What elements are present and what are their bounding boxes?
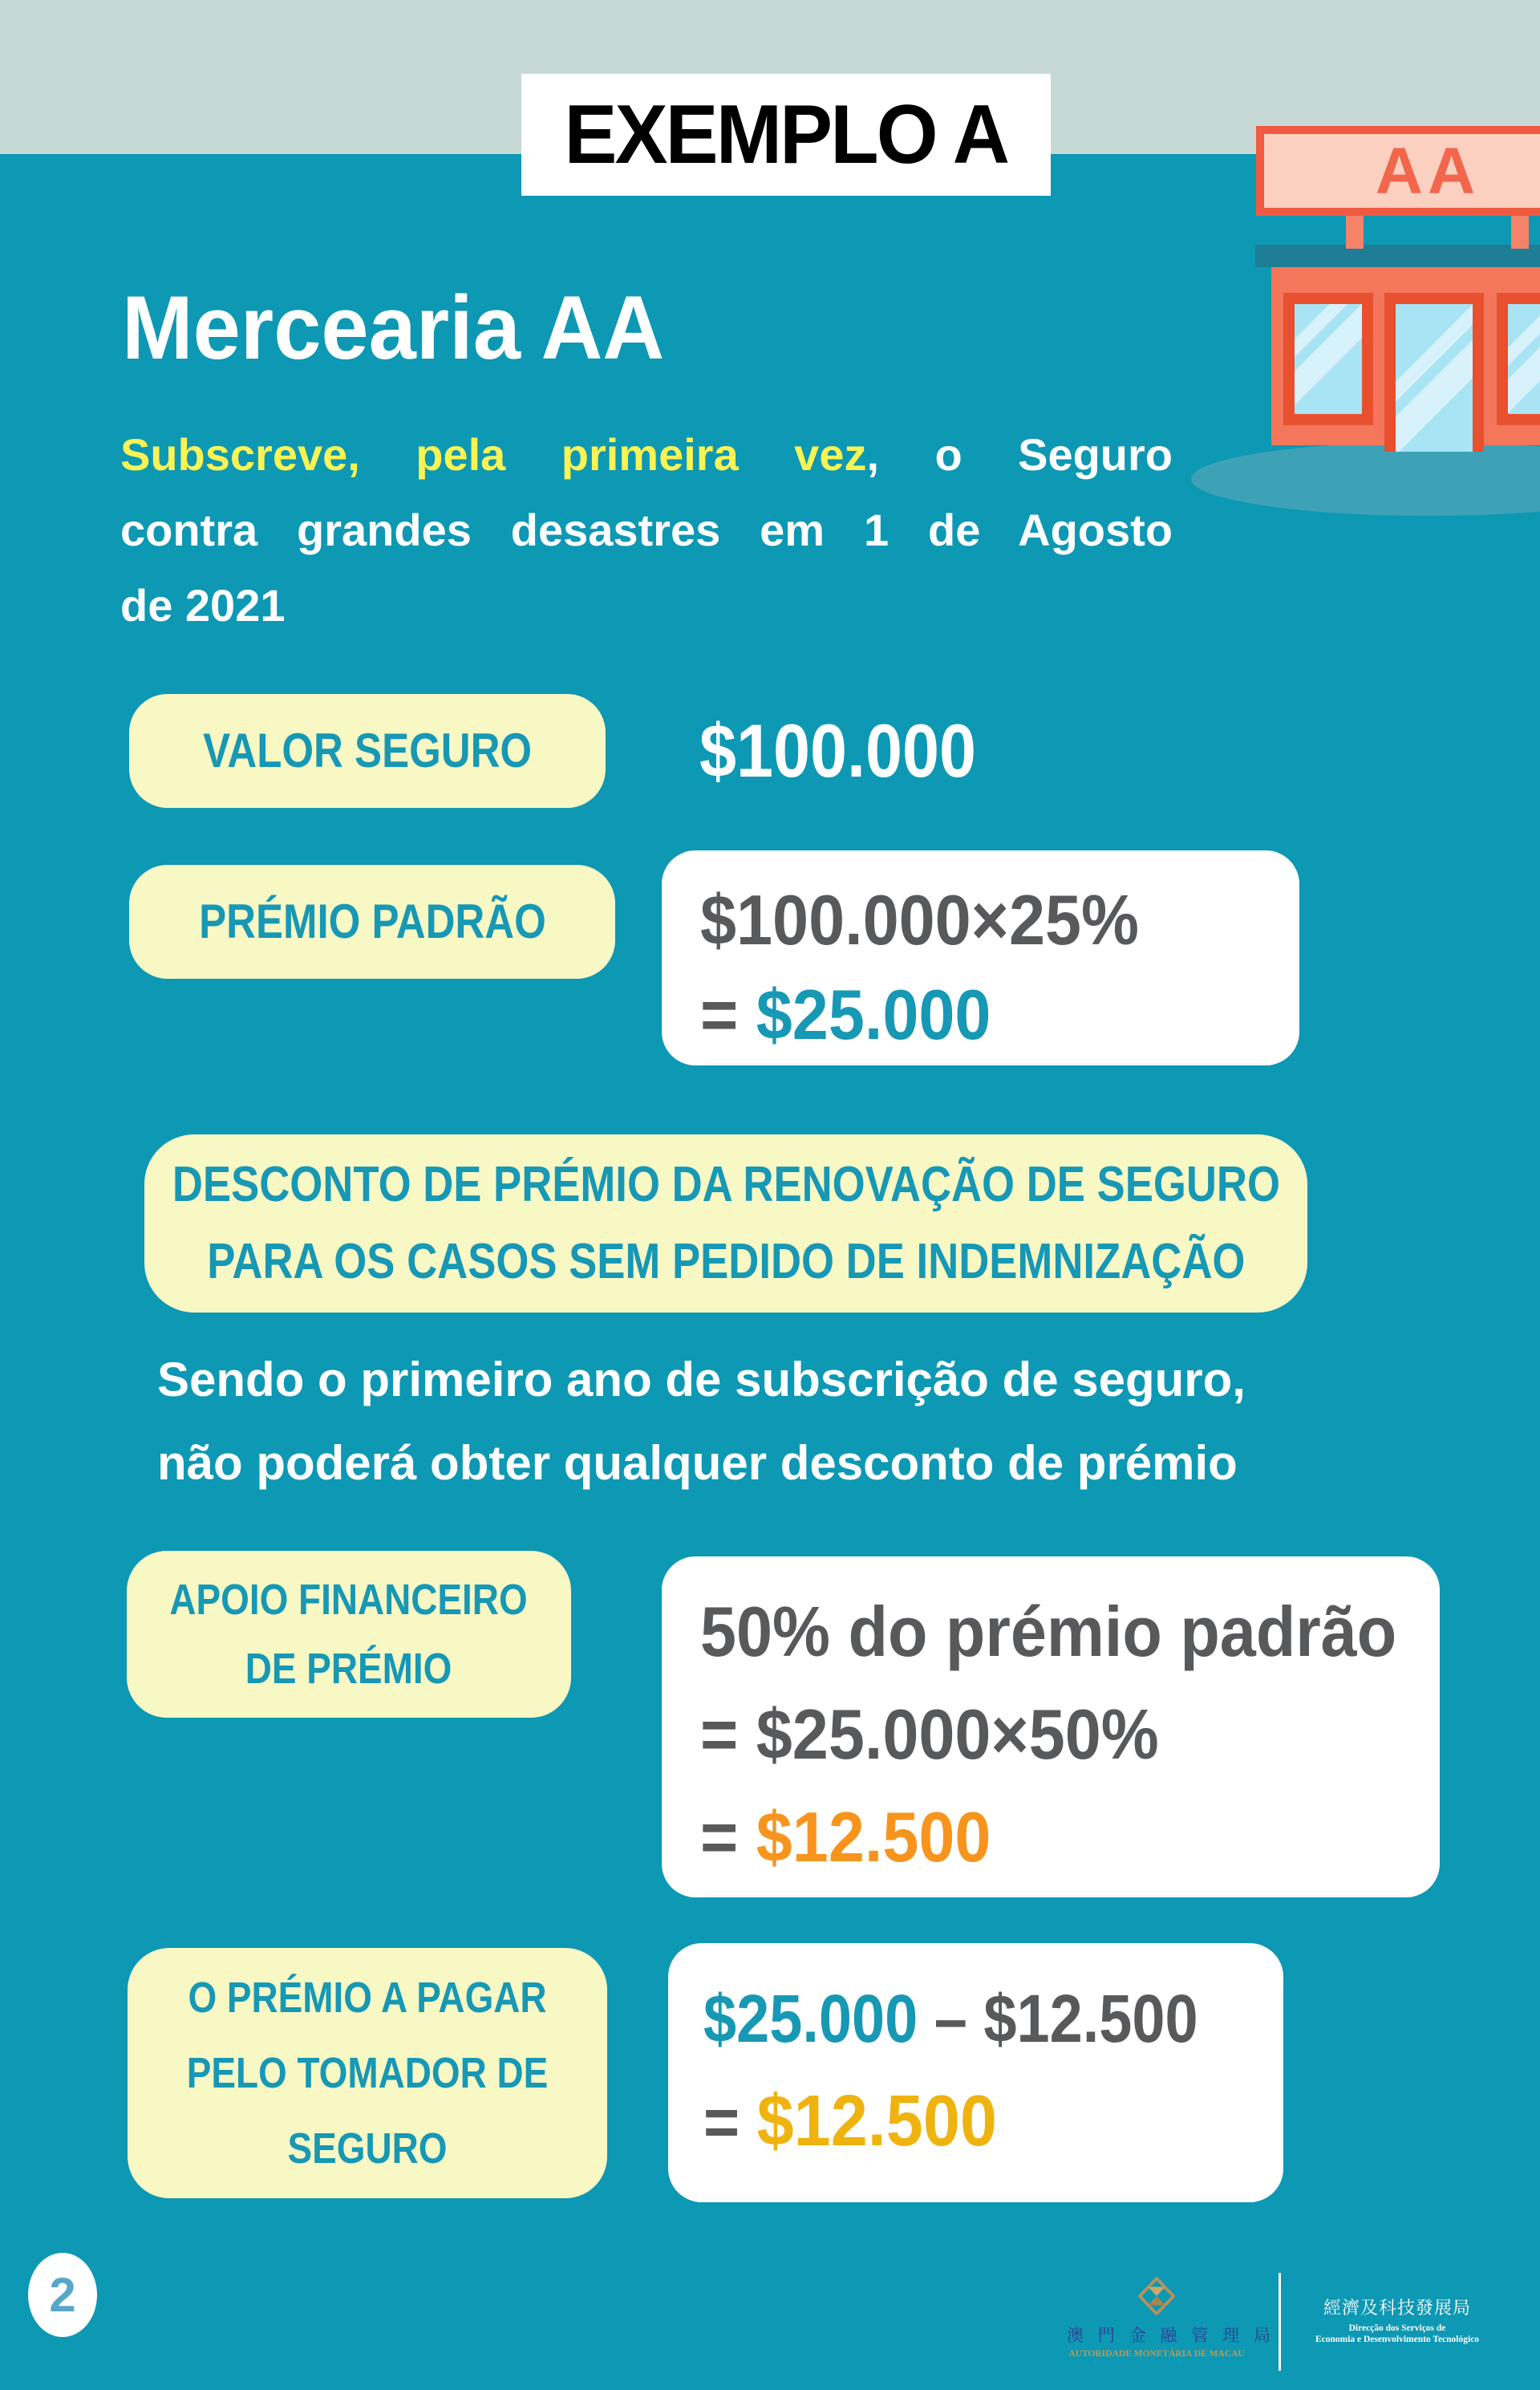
page-number: 2	[49, 2268, 76, 2322]
premio-a-pagar-minuend: $25.000	[703, 1981, 918, 2056]
desconto-banner	[144, 1134, 1307, 1313]
valor-seguro-label: VALOR SEGURO	[203, 724, 532, 777]
store-name-heading: Mercearia AA	[122, 278, 665, 378]
valor-seguro-pill	[129, 694, 606, 808]
page-number-badge	[28, 2253, 97, 2337]
subtitle-rest: , o Seguro	[866, 429, 1173, 480]
first-year-note-line-2: não poderá obter qualquer desconto de prémio	[157, 1436, 1238, 1490]
valor-seguro-value-wrap	[699, 694, 1014, 808]
premio-a-pagar-result-line	[703, 2070, 1237, 2173]
example-title: EXEMPLO A	[564, 87, 1008, 181]
premio-padrao-pill	[129, 865, 615, 979]
equals-sign: =	[703, 2084, 740, 2160]
premio-padrao-card	[662, 850, 1299, 1065]
amcm-latin-name: AUTORIDADE MONETÁRIA DE MACAU	[1068, 2349, 1245, 2359]
apoio-financeiro-label-line-1: APOIO FINANCEIRO	[169, 1576, 529, 1624]
apoio-financeiro-pill	[127, 1551, 571, 1718]
equals-sign: =	[700, 1797, 739, 1877]
premio-padrao-label: PRÉMIO PADRÃO	[198, 895, 546, 948]
dsedt-logo-block	[1299, 2295, 1495, 2345]
footer-divider	[1279, 2273, 1281, 2371]
dsedt-chinese-name: 經濟及科技發展局	[1323, 2298, 1471, 2318]
apoio-financeiro-label-line-2: DE PRÉMIO	[245, 1645, 452, 1693]
store-sign-text: AA	[1375, 135, 1481, 208]
desconto-banner-line-1: DESCONTO DE PRÉMIO DA RENOVAÇÃO DE SEGURO	[172, 1157, 1280, 1212]
apoio-financeiro-result: $12.500	[756, 1797, 991, 1877]
apoio-financeiro-line-1: 50% do prémio padrão	[700, 1592, 1397, 1671]
premio-a-pagar-label-line-1: O PRÉMIO A PAGAR	[188, 1974, 547, 2022]
premio-a-pagar-label-line-3: SEGURO	[287, 2124, 448, 2173]
intro-subtitle	[120, 417, 1173, 643]
valor-seguro-value: $100.000	[699, 708, 977, 793]
amcm-chinese-name: 澳 門 金 融 管 理 局	[1067, 2327, 1276, 2345]
amcm-logo-block	[1067, 2277, 1276, 2359]
dsedt-portuguese-line-2: Economia e Desenvolvimento Tecnológico	[1315, 2335, 1480, 2344]
subtitle-line-1	[120, 417, 1173, 493]
dsedt-portuguese-line-1: Direcção dos Serviços de	[1348, 2323, 1446, 2333]
premio-padrao-result-line	[700, 968, 1251, 1062]
apoio-financeiro-result-line	[700, 1786, 1380, 1889]
first-year-note	[157, 1338, 1246, 1505]
premio-a-pagar-card	[668, 1943, 1283, 2202]
storefront-icon	[1187, 112, 1540, 530]
subtitle-highlight: Subscreve, pela primeira vez	[120, 429, 867, 480]
amcm-diamond-icon	[1138, 2277, 1175, 2315]
premio-a-pagar-subtrahend: $12.500	[983, 1981, 1198, 2056]
first-year-note-line-1: Sendo o primeiro ano de subscrição de seguro,	[157, 1353, 1246, 1406]
premio-padrao-formula: $100.000×25%	[700, 880, 1139, 960]
apoio-financeiro-card	[662, 1556, 1440, 1897]
subtitle-line-3: de 2021	[120, 580, 286, 631]
premio-a-pagar-formula-line	[703, 1967, 1214, 2070]
premio-a-pagar-label-line-2: PELO TOMADOR DE	[186, 2049, 549, 2097]
apoio-financeiro-formula: $25.000×50%	[756, 1694, 1159, 1774]
example-title-box	[521, 74, 1051, 196]
equals-sign: =	[700, 975, 739, 1054]
premio-a-pagar-pill	[128, 1948, 607, 2198]
desconto-banner-line-2: PARA OS CASOS SEM PEDIDO DE INDEMNIZAÇÃO	[206, 1234, 1246, 1289]
apoio-financeiro-formula-line	[700, 1683, 1380, 1786]
subtitle-line-2: contra grandes desastres em 1 de Agosto	[120, 505, 1173, 555]
premio-padrao-result: $25.000	[756, 975, 991, 1054]
dsedt-portuguese-name	[1299, 2323, 1495, 2345]
minus-sign: –	[934, 1981, 967, 2056]
equals-sign: =	[700, 1694, 739, 1774]
premio-a-pagar-result: $12.500	[756, 2081, 997, 2161]
